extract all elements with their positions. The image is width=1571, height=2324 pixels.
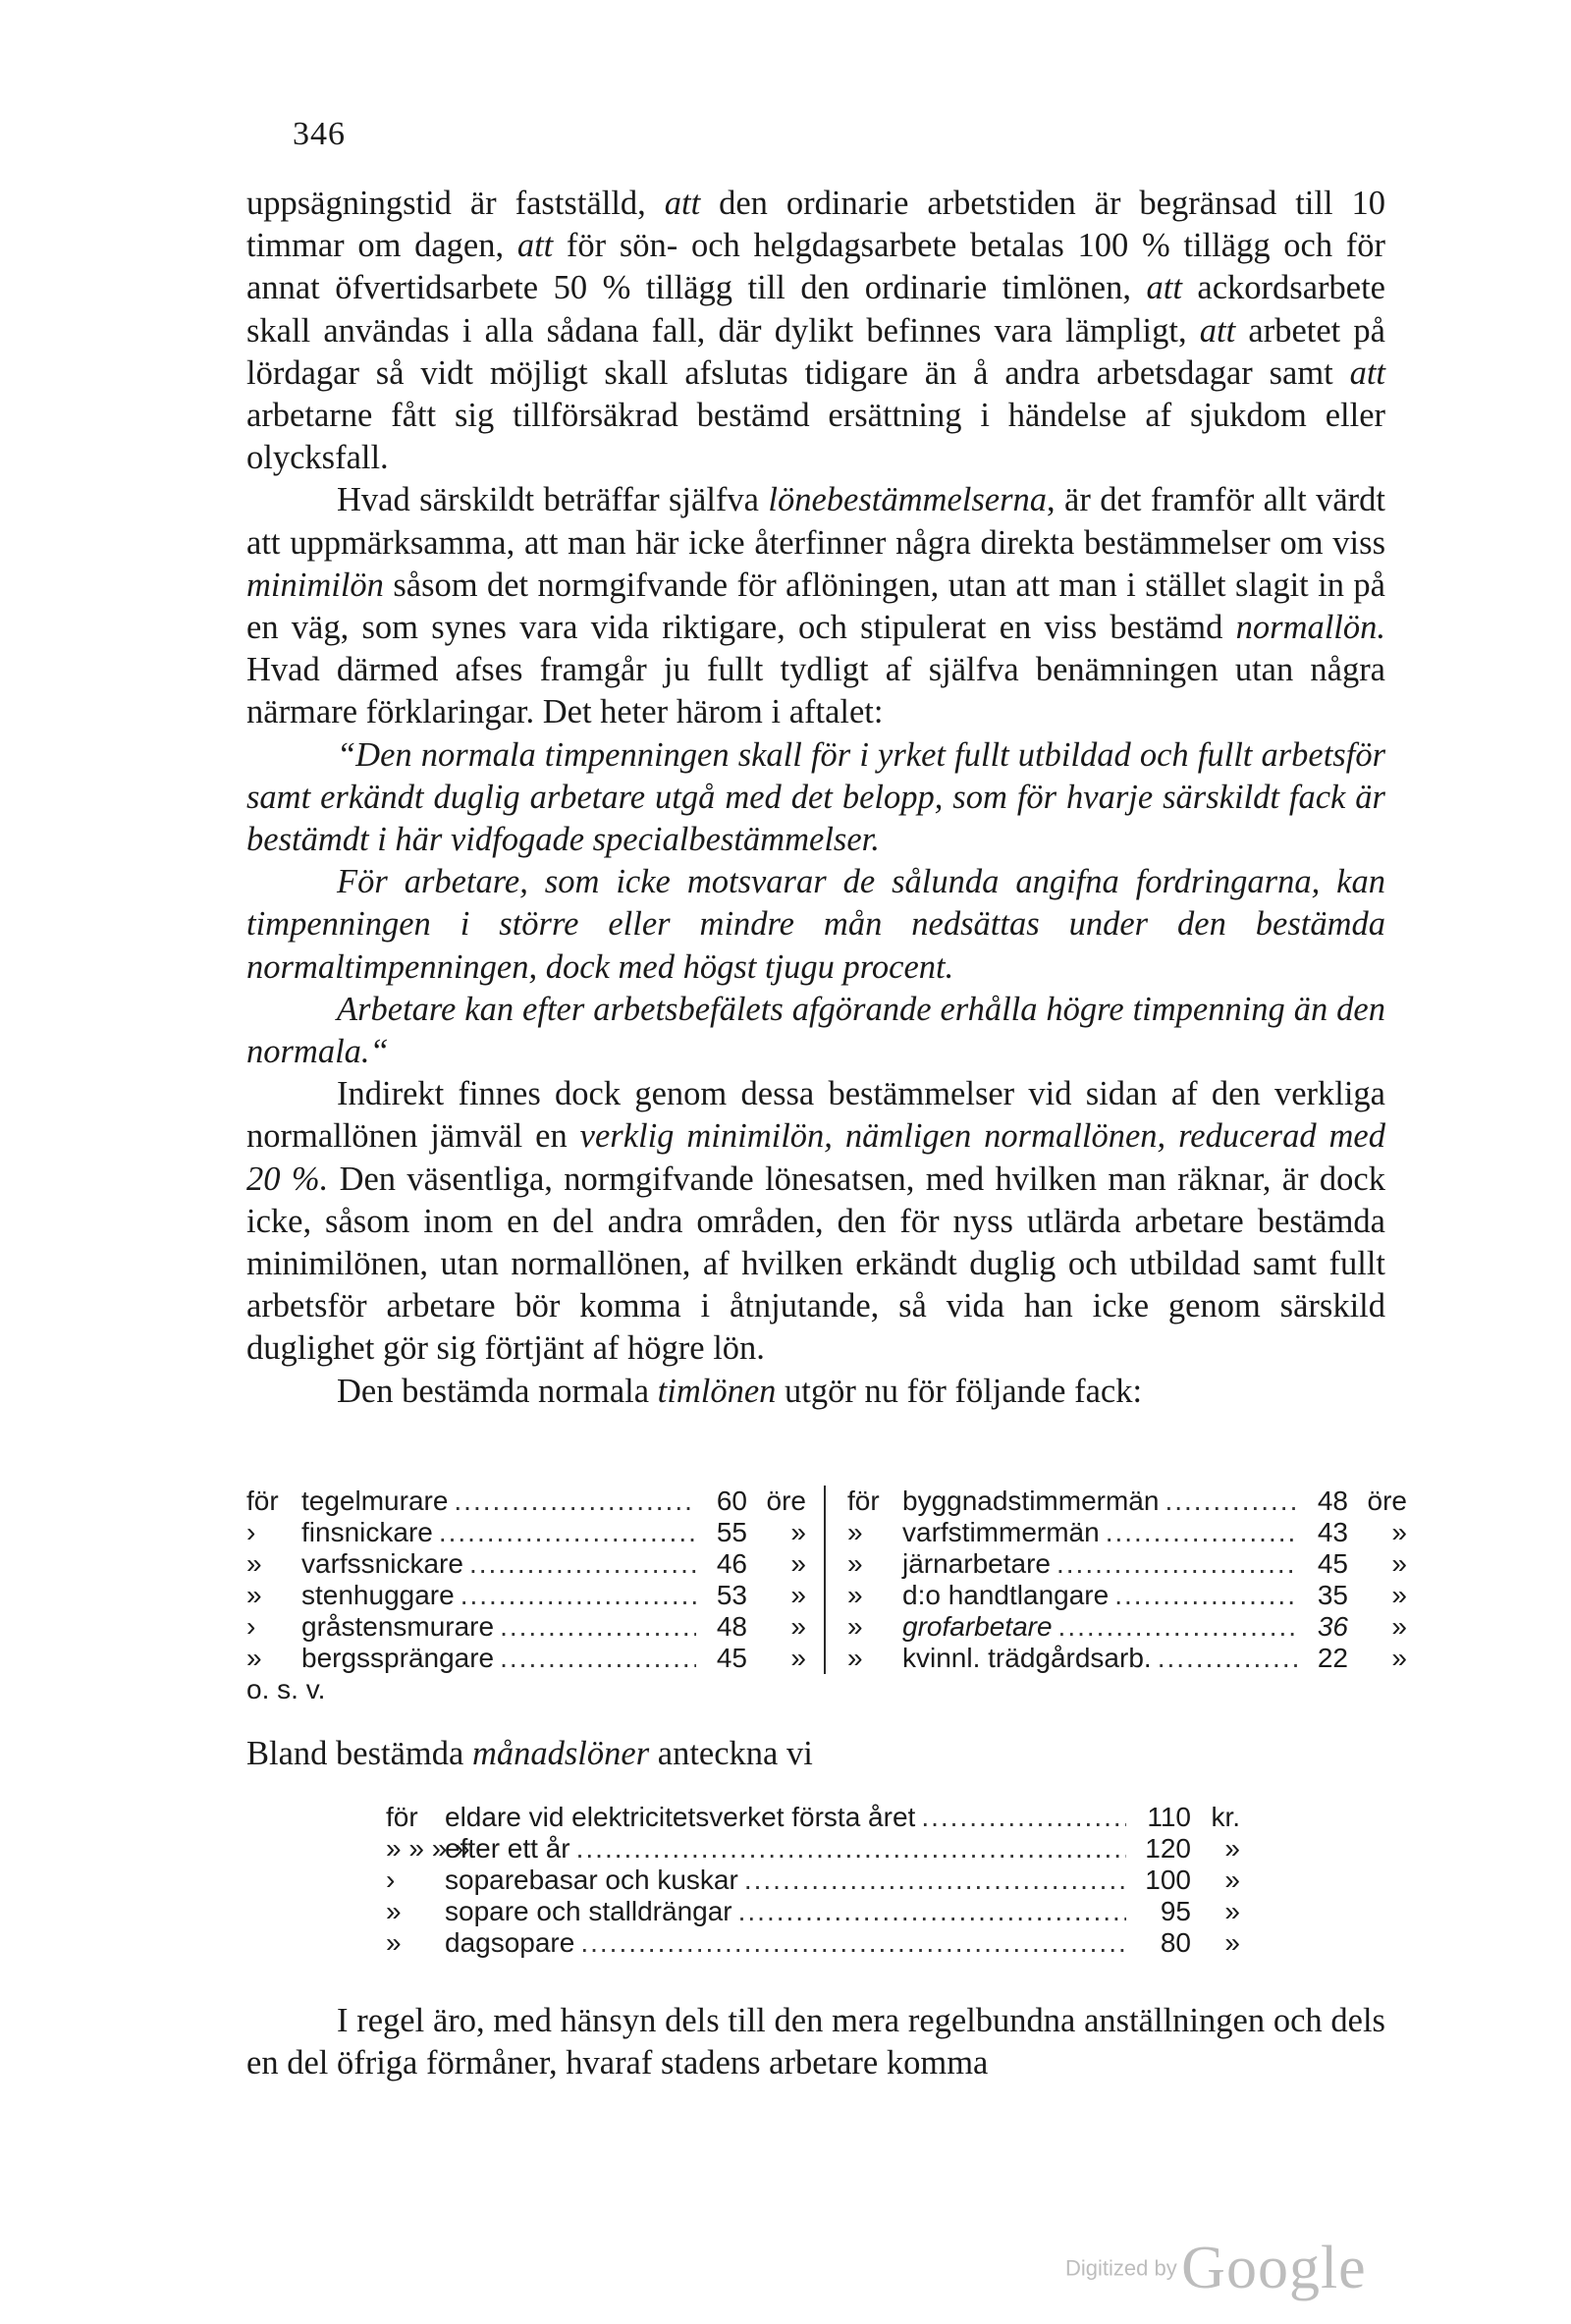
- monthly-wage-table: [386, 1802, 1240, 1959]
- row-name: varfstimmermän: [902, 1517, 1100, 1547]
- italic-run: För arbetare, som icke motsvarar de sålunda angifna fordringarna, kan timpenningen i större eller mindre mån nedsättas under den bestämda normaltimpenningen, dock med högst tjugu procent.: [246, 863, 1385, 986]
- text-run: Indirekt finnes dock genom dessa bestämmelser vid sidan af den verkliga normallönen jämväl en: [246, 1075, 1385, 1156]
- row-prefix: för: [847, 1486, 880, 1516]
- row-name: byggnadstimmermän: [902, 1486, 1160, 1516]
- italic-run: att: [664, 185, 701, 222]
- italic-run: normallön.: [1235, 609, 1385, 647]
- wage-row: [386, 1802, 1240, 1833]
- row-prefix: »: [246, 1548, 262, 1579]
- row-name: eldare vid elektricitetsverket första året: [445, 1802, 916, 1832]
- watermark-small: Digitized by: [1065, 2255, 1177, 2281]
- row-value: 80: [1160, 1927, 1191, 1958]
- italic-run: att: [1199, 311, 1236, 350]
- dot-leader: [1165, 1486, 1297, 1517]
- row-name: grofarbetare: [902, 1611, 1053, 1642]
- row-unit: öre: [1367, 1486, 1407, 1516]
- row-name: stenhuggare: [301, 1580, 455, 1610]
- quote-1: [246, 734, 1385, 862]
- dot-leader: [1114, 1580, 1297, 1611]
- text-run: utgör nu för följande fack:: [776, 1372, 1143, 1410]
- dot-leader: [454, 1486, 696, 1517]
- italic-run: att: [1349, 353, 1385, 392]
- text-run: arbetet på lördagar så vidt möjligt skall afslutas tidigare än å andra arbetsdagar samt: [246, 311, 1385, 392]
- row-unit: »: [1391, 1643, 1407, 1673]
- osv-note: o. s. v.: [246, 1674, 326, 1704]
- row-name: sopare och stalldrängar: [445, 1896, 732, 1926]
- quote-3: [246, 989, 1385, 1073]
- dot-leader: [580, 1927, 1126, 1959]
- row-unit: »: [1224, 1927, 1240, 1958]
- row-prefix: »: [386, 1927, 402, 1958]
- page-number: 346: [293, 116, 346, 152]
- row-prefix: ›: [386, 1865, 396, 1895]
- row-prefix: »: [386, 1896, 402, 1926]
- row-value: 43: [1317, 1517, 1348, 1547]
- text-run: Den väsentliga, normgifvande lönesatsen, med hvilken man räknar, är dock icke, såsom inom en del andra områden, den för nyss utlärda arbetare bestämda minimilönen, utan normallönen, af hvilken erkändt duglig och utbildad samt fullt arbetsför arbetare bör komma i åtnjutande, så vida han icke genom särskild duglighet gör sig förtjänt af högre lön.: [246, 1160, 1385, 1368]
- dot-leader: [1056, 1548, 1297, 1580]
- row-unit: »: [1224, 1833, 1240, 1864]
- row-value: 53: [716, 1580, 747, 1610]
- body-text: [246, 183, 1385, 1413]
- wage-row: [847, 1548, 1407, 1580]
- text-run: Den bestämda normala: [337, 1372, 658, 1410]
- row-unit: »: [1391, 1580, 1407, 1610]
- text-run: Hvad därmed afses framgår ju fullt tydligt af själfva benämningen utan några närmare förklaringar. Det heter härom i aftalet:: [246, 651, 1385, 731]
- wage-row: [847, 1611, 1407, 1643]
- wage-column-left: [246, 1486, 826, 1674]
- row-prefix: »: [847, 1580, 863, 1610]
- row-unit: kr.: [1211, 1802, 1240, 1832]
- google-logo: Google: [1181, 2235, 1367, 2301]
- wage-row: [386, 1865, 1240, 1896]
- row-prefix: ›: [246, 1611, 256, 1642]
- italic-run: verklig minimilön, nämligen normallönen, reducerad med 20 %.: [246, 1117, 1385, 1198]
- row-unit: öre: [766, 1486, 806, 1516]
- wage-row: [847, 1580, 1407, 1611]
- wage-row: [386, 1927, 1240, 1959]
- dot-leader: [439, 1517, 696, 1548]
- dot-leader: [576, 1833, 1126, 1865]
- row-prefix: för: [386, 1802, 418, 1832]
- closing-text: [246, 2000, 1385, 2084]
- italic-run: timlönen: [657, 1372, 777, 1410]
- wage-row: [246, 1517, 806, 1548]
- row-value: 100: [1145, 1865, 1191, 1895]
- row-value: 48: [1317, 1486, 1348, 1516]
- row-prefix: »: [847, 1643, 863, 1673]
- dot-leader: [500, 1643, 696, 1674]
- italic-run: Arbetare kan efter arbetsbefälets afgörande erhålla högre timpenning än den normala.“: [246, 990, 1385, 1071]
- paragraph-4: [246, 1371, 1385, 1413]
- row-unit: »: [1391, 1517, 1407, 1547]
- text-run: för sön- och helgdagsarbete betalas 100 % tillägg och för annat öfvertidsarbete 50 % tillägg till den ordinarie timlönen,: [246, 227, 1385, 307]
- text-run: , är det framför allt värdt att uppmärksamma, att man här icke återfinner några direkta bestämmelser om viss: [246, 481, 1385, 562]
- row-name: d:o handtlangare: [902, 1580, 1110, 1610]
- wage-row: [246, 1643, 806, 1674]
- row-prefix: »: [246, 1580, 262, 1610]
- row-unit: »: [790, 1643, 806, 1673]
- wage-row: [246, 1580, 806, 1611]
- italic-run: att: [1146, 269, 1182, 307]
- text-run: arbetarne fått sig tillförsäkrad bestämd ersättning i händelse af sjukdom eller olycksfall.: [246, 397, 1385, 477]
- row-unit: »: [790, 1611, 806, 1642]
- text-run: såsom det normgifvande för aflöningen, utan att man i stället slagit in på en väg, som synes vara vida riktigare, och stipulerat en viss bestämd: [246, 566, 1385, 647]
- wage-row: [246, 1611, 806, 1643]
- italic-run: att: [516, 227, 554, 265]
- row-name: soparebasar och kuskar: [445, 1865, 738, 1895]
- row-prefix: för: [246, 1486, 279, 1516]
- row-name: bergssprängare: [301, 1643, 495, 1673]
- dot-leader: [500, 1611, 696, 1643]
- italic-run: “Den normala timpenningen skall för i yrket fullt utbildad och fullt arbetsför samt erkändt duglig arbetare utgå med det belopp, som för hvarje särskildt fack är bestämdt i här vidfogade specialbestämmelser.: [246, 735, 1385, 859]
- row-value: 110: [1147, 1802, 1191, 1832]
- wage-row: [386, 1833, 1240, 1865]
- wage-row: [246, 1486, 806, 1517]
- row-unit: »: [790, 1580, 806, 1610]
- row-name: efter ett år: [445, 1833, 570, 1864]
- wage-row: [847, 1643, 1407, 1674]
- dot-leader: [1106, 1517, 1297, 1548]
- italic-run: lönebestämmelserna: [768, 481, 1048, 519]
- row-value: 45: [716, 1643, 747, 1673]
- text-run: Bland bestämda: [246, 1735, 472, 1772]
- wage-row: [847, 1486, 1407, 1517]
- row-unit: »: [1224, 1896, 1240, 1926]
- row-prefix: »: [847, 1548, 863, 1579]
- italic-run: månadslöner: [471, 1735, 650, 1772]
- row-name: varfssnickare: [301, 1548, 463, 1579]
- dot-leader: [738, 1896, 1126, 1927]
- row-name: gråstensmurare: [301, 1611, 495, 1642]
- row-unit: »: [790, 1517, 806, 1547]
- row-prefix: » » » »: [386, 1833, 470, 1864]
- dot-leader: [1058, 1611, 1297, 1643]
- text-run: uppsägningstid är fastställd,: [246, 185, 665, 222]
- row-name: tegelmurare: [301, 1486, 449, 1516]
- row-name: dagsopare: [445, 1927, 575, 1958]
- text-run: den ordinarie arbetstiden är begränsad till 10 timmar om dagen,: [246, 185, 1385, 265]
- row-value: 120: [1145, 1833, 1191, 1864]
- text-run: I regel äro, med hänsyn dels till den mera regelbundna anställningen och dels en del öfriga förmåner, hvaraf stadens arbetare komma: [246, 2002, 1385, 2082]
- row-value: 22: [1317, 1643, 1348, 1673]
- wage-row: [847, 1517, 1407, 1548]
- row-name: järnarbetare: [902, 1548, 1051, 1579]
- row-unit: »: [1224, 1865, 1240, 1895]
- row-unit: »: [1391, 1548, 1407, 1579]
- monthly-intro: [246, 1733, 1385, 1775]
- dot-leader: [460, 1580, 696, 1611]
- row-value: 36: [1317, 1611, 1348, 1642]
- dot-leader: [469, 1548, 696, 1580]
- row-value: 95: [1160, 1896, 1191, 1926]
- paragraph-1: [246, 183, 1385, 479]
- italic-run: minimilön: [246, 566, 384, 604]
- dot-leader: [744, 1865, 1126, 1896]
- row-prefix: ›: [246, 1517, 256, 1547]
- dot-leader: [921, 1802, 1126, 1833]
- row-prefix: »: [246, 1643, 262, 1673]
- row-name: kvinnl. trädgårdsarb.: [902, 1643, 1152, 1673]
- row-prefix: »: [847, 1611, 863, 1642]
- row-prefix: »: [847, 1517, 863, 1547]
- dot-leader: [1158, 1643, 1297, 1674]
- paragraph-5: [246, 2000, 1385, 2084]
- row-value: 60: [716, 1486, 747, 1516]
- text-run: anteckna vi: [649, 1735, 813, 1772]
- wage-row: [246, 1548, 806, 1580]
- quote-2: [246, 861, 1385, 989]
- row-unit: »: [790, 1548, 806, 1579]
- row-value: 35: [1317, 1580, 1348, 1610]
- row-value: 55: [716, 1517, 747, 1547]
- paragraph-2: [246, 479, 1385, 733]
- digitized-watermark: [1065, 2234, 1367, 2303]
- row-value: 48: [716, 1611, 747, 1642]
- text-run: ackordsarbete skall användas i alla sådana fall, där dylikt befinnes vara lämpligt,: [246, 269, 1385, 350]
- row-name: finsnickare: [301, 1517, 433, 1547]
- row-value: 45: [1317, 1548, 1348, 1579]
- wage-row: [386, 1896, 1240, 1927]
- row-unit: »: [1391, 1611, 1407, 1642]
- text-run: Hvad särskildt beträffar själfva: [337, 481, 769, 519]
- paragraph-3: [246, 1073, 1385, 1370]
- wage-column-right: [826, 1486, 1407, 1674]
- row-value: 46: [716, 1548, 747, 1579]
- hourly-wage-table: [246, 1486, 1407, 1705]
